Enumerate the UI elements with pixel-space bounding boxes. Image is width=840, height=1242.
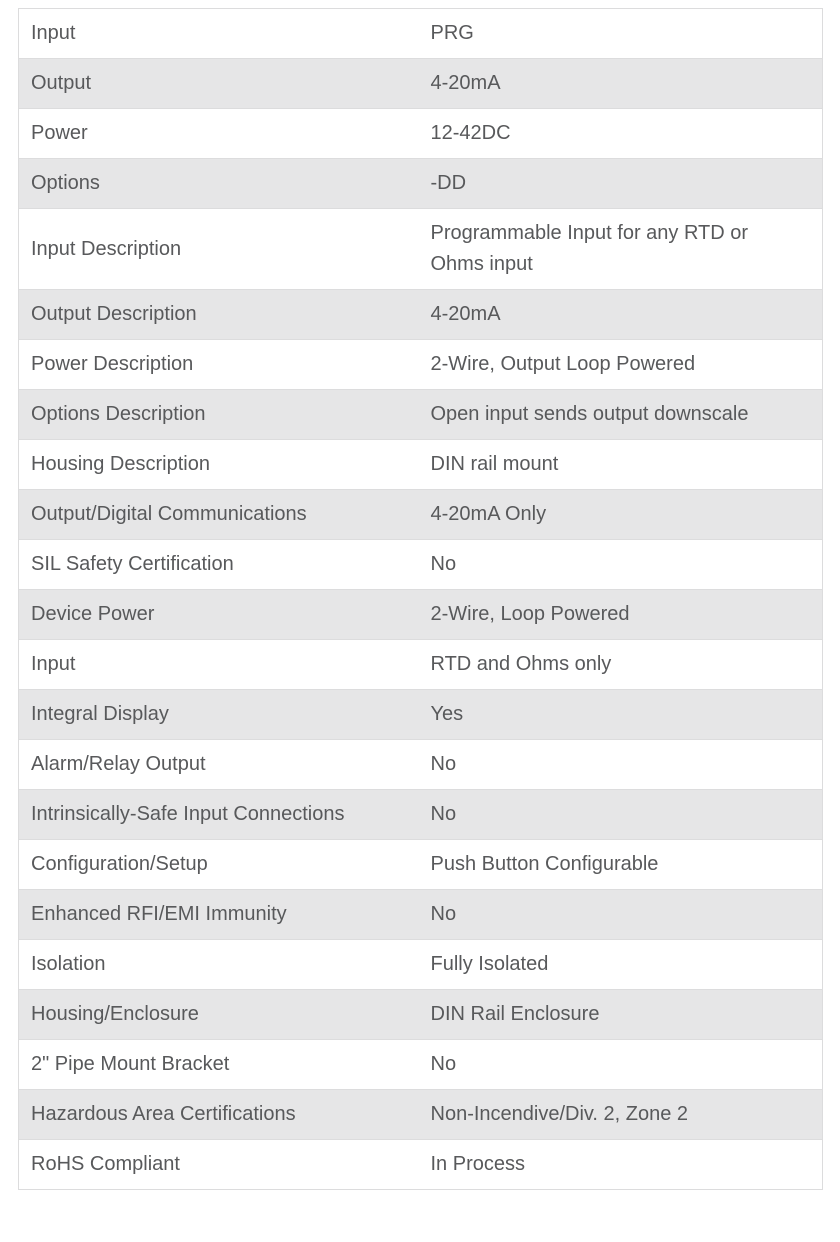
table-row bbox=[19, 159, 823, 209]
table-row bbox=[19, 790, 823, 840]
spec-label: Housing Description bbox=[19, 440, 419, 490]
spec-value: 4-20mA bbox=[419, 290, 823, 340]
table-row bbox=[19, 390, 823, 440]
table-row bbox=[19, 640, 823, 690]
table-row bbox=[19, 990, 823, 1040]
spec-value: 4-20mA bbox=[419, 59, 823, 109]
table-row bbox=[19, 1040, 823, 1090]
spec-value: No bbox=[419, 790, 823, 840]
spec-value: DIN Rail Enclosure bbox=[419, 990, 823, 1040]
table-row bbox=[19, 690, 823, 740]
spec-value: In Process bbox=[419, 1140, 823, 1190]
spec-label: Integral Display bbox=[19, 690, 419, 740]
spec-label: Options bbox=[19, 159, 419, 209]
table-row bbox=[19, 490, 823, 540]
spec-value: No bbox=[419, 1040, 823, 1090]
spec-label: Input Description bbox=[19, 209, 419, 290]
table-row bbox=[19, 740, 823, 790]
spec-label: Alarm/Relay Output bbox=[19, 740, 419, 790]
spec-value: Push Button Configurable bbox=[419, 840, 823, 890]
table-row bbox=[19, 9, 823, 59]
spec-label: Power Description bbox=[19, 340, 419, 390]
spec-label: Intrinsically-Safe Input Connections bbox=[19, 790, 419, 840]
table-row bbox=[19, 209, 823, 290]
spec-value: Non-Incendive/Div. 2, Zone 2 bbox=[419, 1090, 823, 1140]
spec-label: Enhanced RFI/EMI Immunity bbox=[19, 890, 419, 940]
spec-value: DIN rail mount bbox=[419, 440, 823, 490]
spec-label: Output/Digital Communications bbox=[19, 490, 419, 540]
spec-value: PRG bbox=[419, 9, 823, 59]
spec-label: Hazardous Area Certifications bbox=[19, 1090, 419, 1140]
table-row bbox=[19, 59, 823, 109]
spec-table bbox=[18, 8, 823, 1190]
table-row bbox=[19, 1090, 823, 1140]
spec-value: No bbox=[419, 890, 823, 940]
spec-label: Device Power bbox=[19, 590, 419, 640]
spec-label: Input bbox=[19, 9, 419, 59]
table-row bbox=[19, 890, 823, 940]
table-row bbox=[19, 840, 823, 890]
spec-label: 2" Pipe Mount Bracket bbox=[19, 1040, 419, 1090]
table-row bbox=[19, 290, 823, 340]
spec-value: 2-Wire, Loop Powered bbox=[419, 590, 823, 640]
spec-label: Options Description bbox=[19, 390, 419, 440]
table-row bbox=[19, 340, 823, 390]
table-row bbox=[19, 109, 823, 159]
spec-table-body bbox=[19, 9, 823, 1190]
spec-value: Programmable Input for any RTD or Ohms input bbox=[419, 209, 823, 290]
table-row bbox=[19, 590, 823, 640]
spec-value: Fully Isolated bbox=[419, 940, 823, 990]
spec-value: RTD and Ohms only bbox=[419, 640, 823, 690]
spec-value: 2-Wire, Output Loop Powered bbox=[419, 340, 823, 390]
spec-value: 12-42DC bbox=[419, 109, 823, 159]
spec-value: Yes bbox=[419, 690, 823, 740]
spec-label: SIL Safety Certification bbox=[19, 540, 419, 590]
spec-label: Housing/Enclosure bbox=[19, 990, 419, 1040]
spec-value: Open input sends output downscale bbox=[419, 390, 823, 440]
table-row bbox=[19, 940, 823, 990]
spec-label: Isolation bbox=[19, 940, 419, 990]
spec-value: 4-20mA Only bbox=[419, 490, 823, 540]
table-row bbox=[19, 540, 823, 590]
spec-value: No bbox=[419, 740, 823, 790]
spec-label: Configuration/Setup bbox=[19, 840, 419, 890]
spec-value: No bbox=[419, 540, 823, 590]
spec-label: RoHS Compliant bbox=[19, 1140, 419, 1190]
spec-value: -DD bbox=[419, 159, 823, 209]
spec-label: Input bbox=[19, 640, 419, 690]
table-row bbox=[19, 1140, 823, 1190]
spec-label: Power bbox=[19, 109, 419, 159]
table-row bbox=[19, 440, 823, 490]
spec-label: Output Description bbox=[19, 290, 419, 340]
spec-label: Output bbox=[19, 59, 419, 109]
